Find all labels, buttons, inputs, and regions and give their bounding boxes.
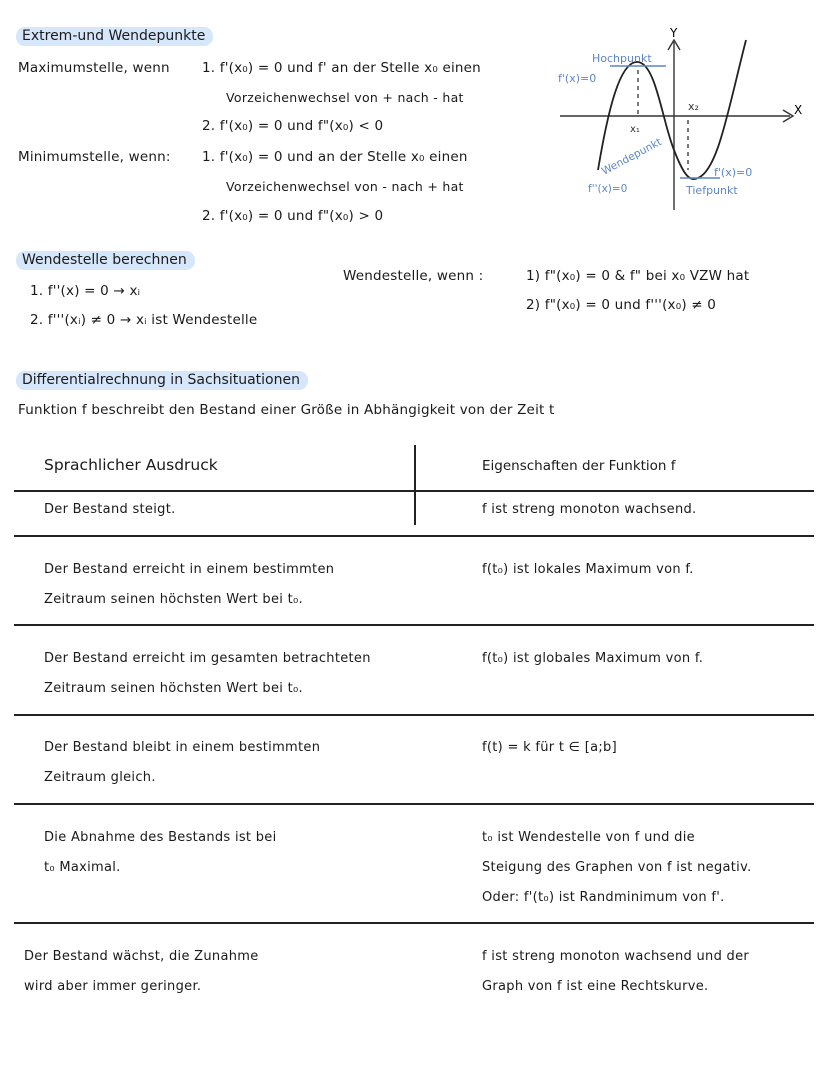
table-divider — [414, 445, 416, 525]
table-rule — [14, 490, 814, 492]
row5-left-line2: t₀ Maximal. — [44, 860, 121, 875]
table-header-left: Sprachlicher Ausdruck — [44, 456, 218, 474]
tiefpunkt-label: Tiefpunkt — [686, 184, 738, 197]
max-condition-2: 2. f'(x₀) = 0 und f"(x₀) < 0 — [202, 118, 384, 134]
row3-right: f(t₀) ist globales Maximum von f. — [482, 651, 704, 666]
wendestelle-condition-label: Wendestelle, wenn : — [343, 268, 484, 284]
table-rule — [14, 922, 814, 924]
row2-left-line1: Der Bestand erreicht in einem bestimmten — [44, 562, 335, 577]
max-condition-1a: 1. f'(x₀) = 0 und f' an der Stelle x₀ einen — [202, 60, 481, 76]
section-title-extrem: Extrem-und Wendepunkte — [16, 27, 213, 46]
max-condition-1b: Vorzeichenwechsel von + nach - hat — [226, 90, 464, 105]
row3-left-line2: Zeitraum seinen höchsten Wert bei t₀. — [44, 681, 303, 696]
x2-label: x₂ — [688, 100, 699, 113]
min-condition-1a: 1. f'(x₀) = 0 und an der Stelle x₀ einen — [202, 149, 468, 165]
table-rule — [14, 803, 814, 805]
wendestelle-condition-1: 1) f"(x₀) = 0 & f" bei x₀ VZW hat — [526, 268, 750, 284]
row4-right: f(t) = k für t ∈ [a;b] — [482, 740, 617, 755]
section-title-differentialrechnung: Differentialrechnung in Sachsituationen — [16, 371, 308, 390]
row4-left-line1: Der Bestand bleibt in einem bestimmten — [44, 740, 321, 755]
wendestelle-step-1: 1. f''(x) = 0 → xᵢ — [30, 283, 141, 299]
section3-intro: Funktion f beschreibt den Bestand einer Größe in Abhängigkeit von der Zeit t — [18, 402, 555, 418]
x1-label: x₁ — [630, 124, 640, 135]
hochpunkt-label: Hochpunkt — [592, 52, 652, 65]
row6-left-line2: wird aber immer geringer. — [24, 979, 202, 994]
row3-left-line1: Der Bestand erreicht im gesamten betrachteten — [44, 651, 371, 666]
row6-right-line2: Graph von f ist eine Rechtskurve. — [482, 979, 709, 994]
function-graph-sketch — [550, 20, 815, 210]
wendepunkt-label: Wendepunkt — [599, 135, 664, 178]
table-rule — [14, 714, 814, 716]
x-axis-label: X — [794, 103, 803, 117]
table-rule — [14, 624, 814, 626]
row6-right-line1: f ist streng monoton wachsend und der — [482, 949, 750, 964]
row5-right-line1: t₀ ist Wendestelle von f und die — [482, 830, 695, 845]
row1-right: f ist streng monoton wachsend. — [482, 502, 697, 517]
row2-right: f(t₀) ist lokales Maximum von f. — [482, 562, 694, 577]
section-title-wendestelle: Wendestelle berechnen — [16, 251, 195, 270]
min-condition-1b: Vorzeichenwechsel von - nach + hat — [226, 179, 464, 194]
f1-high-label: f'(x)=0 — [558, 72, 597, 85]
wendestelle-step-2: 2. f'''(xᵢ) ≠ 0 → xᵢ ist Wendestelle — [30, 312, 258, 328]
y-axis-label: Y — [670, 26, 678, 40]
min-label: Minimumstelle, wenn: — [18, 149, 171, 165]
row5-right-line3: Oder: f'(t₀) ist Randminimum von f'. — [482, 890, 725, 905]
f1-low-label: f'(x)=0 — [714, 166, 753, 179]
table-rule — [14, 535, 814, 537]
table-header-right: Eigenschaften der Funktion f — [482, 458, 676, 474]
max-label: Maximumstelle, wenn — [18, 60, 170, 76]
row2-left-line2: Zeitraum seinen höchsten Wert bei t₀. — [44, 592, 303, 607]
row5-right-line2: Steigung des Graphen von f ist negativ. — [482, 860, 752, 875]
row6-left-line1: Der Bestand wächst, die Zunahme — [24, 949, 259, 964]
row5-left-line1: Die Abnahme des Bestands ist bei — [44, 830, 277, 845]
min-condition-2: 2. f'(x₀) = 0 und f"(x₀) > 0 — [202, 208, 384, 224]
f2-label: f''(x)=0 — [588, 183, 628, 195]
row4-left-line2: Zeitraum gleich. — [44, 770, 156, 785]
row1-left: Der Bestand steigt. — [44, 502, 176, 517]
wendestelle-condition-2: 2) f"(x₀) = 0 und f'''(x₀) ≠ 0 — [526, 297, 717, 313]
